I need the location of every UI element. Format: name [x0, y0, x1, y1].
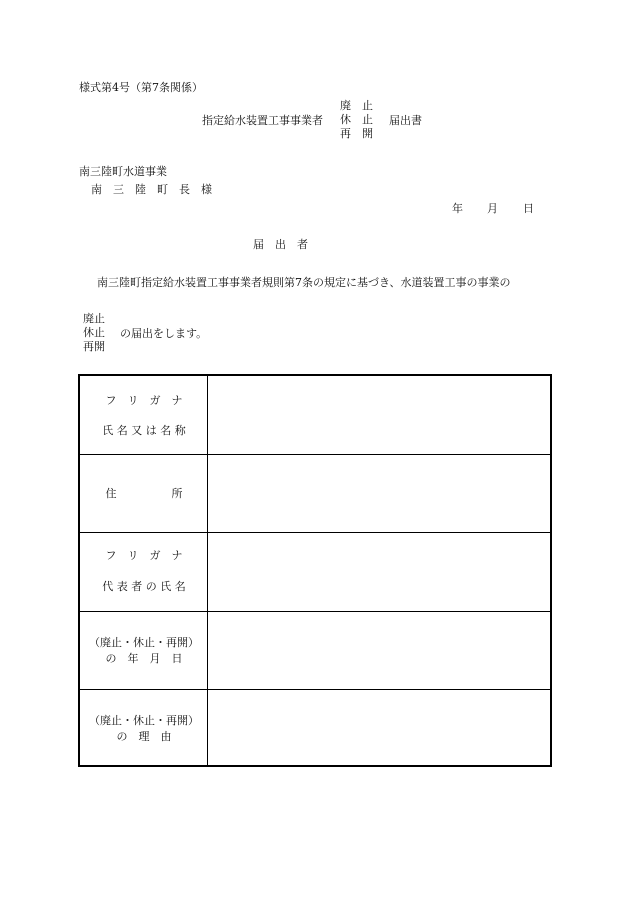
submitter-label: 届 出 者	[253, 238, 308, 251]
notice-options	[83, 312, 105, 354]
date-month: 月	[487, 202, 498, 215]
notice-option-resume: 再開	[83, 340, 105, 353]
table-row-reason	[80, 690, 550, 765]
date-day: 日	[523, 202, 534, 215]
value-cell-name[interactable]	[208, 376, 550, 454]
form-title-right: 届出書	[389, 114, 422, 127]
label-cell-address	[80, 455, 208, 532]
label-date: の 年 月 日	[105, 652, 183, 665]
table-row-representative	[80, 533, 550, 612]
label-furigana: フ リ ガ ナ	[105, 394, 183, 407]
title-option-resume: 再 開	[340, 127, 373, 140]
label-cell-reason	[80, 690, 208, 765]
label-cell-date	[80, 612, 208, 689]
notice-option-suspend: 休止	[83, 326, 105, 339]
label-rep-furigana: フ リ ガ ナ	[105, 549, 183, 562]
addressee-org: 南三陸町水道事業	[79, 165, 167, 178]
date-year: 年	[452, 202, 463, 215]
value-cell-reason[interactable]	[208, 690, 550, 765]
value-cell-address[interactable]	[208, 455, 550, 532]
notification-table	[78, 374, 552, 767]
label-name-or-title: 氏 名 又 は 名 称	[102, 424, 186, 437]
label-reason-type: （廃止・休止・再開）	[89, 714, 199, 727]
label-rep-name: 代 表 者 の 氏 名	[102, 580, 186, 593]
title-option-abolish: 廃 止	[340, 99, 373, 112]
notice-option-abolish: 廃止	[83, 312, 105, 325]
title-option-suspend: 休 止	[340, 113, 373, 126]
table-row-address	[80, 455, 550, 533]
addressee-mayor: 南 三 陸 町 長 様	[91, 183, 212, 196]
label-address: 住 所	[105, 487, 183, 500]
notice-suffix: の届出をします。	[120, 327, 208, 340]
table-row-name	[80, 376, 550, 455]
body-text: 南三陸町指定給水装置工事事業者規則第7条の規定に基づき、水道装置工事の事業の	[97, 276, 511, 289]
form-code: 様式第4号（第7条関係）	[79, 81, 203, 94]
label-date-type: （廃止・休止・再開）	[89, 636, 199, 649]
label-cell-name	[80, 376, 208, 454]
label-reason: の 理 由	[116, 730, 172, 743]
form-title-left: 指定給水装置工事事業者	[202, 114, 323, 127]
form-title-options	[340, 99, 373, 141]
value-cell-representative[interactable]	[208, 533, 550, 611]
table-row-date	[80, 612, 550, 690]
label-cell-representative	[80, 533, 208, 611]
value-cell-date[interactable]	[208, 612, 550, 689]
